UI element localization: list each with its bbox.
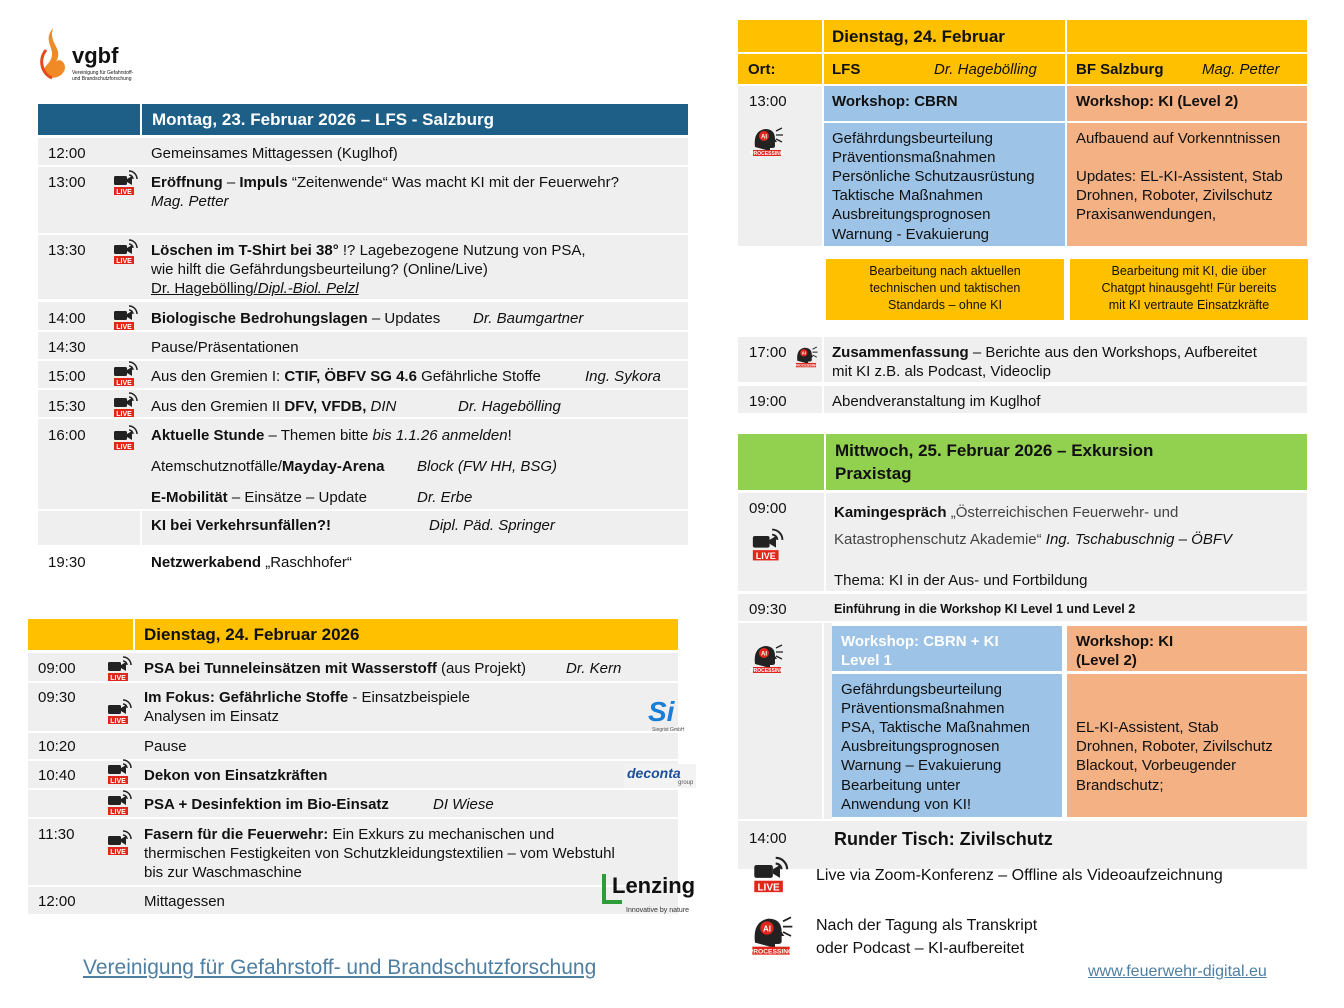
location-bf-salzburg: BF Salzburg	[1076, 61, 1164, 78]
svg-text:LIVE: LIVE	[116, 444, 132, 451]
wednesday-title: Mittwoch, 25. Februar 2026 – Exkursion	[835, 441, 1154, 460]
session-title: Pause/Präsentationen	[151, 339, 299, 356]
live-camera-icon	[111, 169, 139, 197]
ai-processing-icon	[749, 638, 785, 674]
session-title: Zusammenfassung – Berichte aus den Workshops, Aufbereitet	[832, 344, 1257, 361]
list-item: Bearbeitung unter	[841, 777, 961, 794]
workshop-cbrn-ki-title: Workshop: CBRN + KI	[841, 633, 999, 650]
live-camera-icon	[111, 238, 139, 266]
session-title: Einführung in die Workshop KI Level 1 und Level 2	[834, 602, 1136, 616]
svg-text:LIVE: LIVE	[755, 551, 776, 562]
session-desc: Katastrophenschutz Akademie“ Ing. Tschabuschnig – ÖBFV	[834, 531, 1233, 548]
list-item: Gefährdungsbeurteilung	[832, 130, 993, 147]
list-item: Updates: EL-KI-Assistent, Stab	[1076, 168, 1283, 185]
footer-url-link[interactable]: www.feuerwehr-digital.eu	[1088, 963, 1267, 980]
speaker: Dr. Kern	[566, 660, 622, 677]
time: 10:40	[38, 767, 76, 784]
session-title: Pause	[144, 738, 187, 755]
session-title: KI bei Verkehrsunfällen?!	[151, 517, 332, 534]
time: 10:20	[38, 738, 76, 755]
live-camera-icon	[105, 758, 133, 786]
footer-org-link[interactable]: Vereinigung für Gefahrstoff- und Brandschutzforschung	[83, 956, 597, 979]
speaker: Block (FW HH, BSG)	[417, 458, 558, 475]
svg-text:LIVE: LIVE	[110, 809, 126, 816]
vgbf-logo	[36, 26, 136, 86]
note-with-ki: Bearbeitung mit KI, die über Chatgpt hinausgeht! Für bereits mit KI vertraute Einsatzkräfte	[1070, 259, 1308, 320]
speaker: Ing. Sykora	[585, 368, 661, 385]
live-camera-icon	[105, 698, 133, 726]
list-item: Blackout, Vorbeugender	[1076, 757, 1237, 774]
list-item: Anwendung von KI!	[841, 796, 972, 813]
live-camera-icon	[111, 304, 139, 332]
time: 14:30	[48, 339, 86, 356]
workshop-cbrn-title: Workshop: CBRN	[832, 93, 958, 110]
svg-text:PROCESSING: PROCESSING	[748, 948, 794, 956]
svg-text:LIVE: LIVE	[116, 258, 132, 265]
speaker: Dr. Baumgartner	[473, 310, 584, 327]
svg-text:PROCESSING: PROCESSING	[750, 151, 784, 157]
speaker: Dr. Hagebölling/Dipl.-Biol. Pelzl	[151, 280, 359, 297]
legend-ai: Nach der Tagung als Transkript	[816, 917, 1038, 934]
session-desc: wie hilft die Gefährdungsbeurteilung? (Online/Live)	[151, 261, 488, 278]
svg-text:PROCESSING: PROCESSING	[750, 668, 784, 674]
tuesday-right-title: Dienstag, 24. Februar	[832, 27, 1005, 46]
session-title: Abendveranstaltung im Kuglhof	[832, 393, 1041, 410]
time: 14:00	[48, 310, 86, 327]
svg-text:LIVE: LIVE	[116, 380, 132, 387]
speaker: Dr. Hagebölling	[458, 398, 561, 415]
session-title: Eröffnung – Impuls “Zeitenwende“ Was macht KI mit der Feuerwehr?	[151, 174, 619, 191]
speaker: Dipl. Päd. Springer	[429, 517, 555, 534]
time: 09:30	[38, 689, 76, 706]
session-desc: thermischen Festigkeiten von Schutzkleidungstextilien – vom Webstuhl	[144, 845, 615, 862]
svg-text:AI: AI	[763, 924, 771, 934]
session-title: Gemeinsames Mittagessen (Kuglhof)	[151, 145, 398, 162]
session-title: PSA bei Tunneleinsätzen mit Wasserstoff (aus Projekt)	[144, 660, 527, 677]
list-item: Warnung – Evakuierung	[841, 757, 1002, 774]
flame-icon	[36, 26, 70, 82]
time: 09:30	[749, 601, 787, 618]
location-label: Ort:	[748, 61, 776, 78]
session-title: Aus den Gremien II DFV, VFDB, DIN	[151, 398, 397, 415]
session-title: Aktuelle Stunde – Themen bitte bis 1.1.26 anmelden!	[151, 427, 512, 444]
svg-text:AI: AI	[761, 651, 767, 658]
live-camera-icon	[111, 391, 139, 419]
live-camera-icon	[105, 789, 133, 817]
session-title: Runder Tisch: Zivilschutz	[834, 829, 1053, 849]
session-title: PSA + Desinfektion im Bio-Einsatz	[144, 796, 389, 813]
speaker: Mag. Petter	[1202, 61, 1280, 78]
live-camera-icon	[111, 424, 139, 452]
live-camera-icon	[749, 527, 785, 563]
svg-text:LIVE: LIVE	[116, 324, 132, 331]
svg-text:AI: AI	[801, 350, 807, 356]
ai-processing-icon	[747, 908, 795, 956]
note-without-ki: Bearbeitung nach aktuellen technischen und taktischen Standards – ohne KI	[826, 259, 1064, 320]
list-item: Drohnen, Roboter, Zivilschutz	[1076, 738, 1273, 755]
lenzing-logo: Lenzing	[612, 873, 696, 898]
wednesday-subtitle: Praxistag	[835, 464, 912, 483]
time: 12:00	[38, 893, 76, 910]
list-item: Präventionsmaßnahmen	[832, 149, 996, 166]
session-desc: mit KI z.B. als Podcast, Videoclip	[832, 363, 1051, 380]
ai-processing-icon	[749, 121, 785, 157]
time: 19:00	[749, 393, 787, 410]
live-camera-icon	[111, 360, 139, 388]
subtopic: Atemschutznotfälle/Mayday-Arena	[151, 458, 385, 475]
time: 13:00	[749, 93, 787, 110]
deconta-logo-sub: group	[678, 780, 694, 786]
time: 14:00	[749, 830, 787, 847]
legend-ai-2: oder Podcast – KI-aufbereitet	[816, 940, 1025, 957]
lenzing-logo-sub: Innovative by nature	[626, 907, 690, 914]
session-title: Kamingespräch „Österreichischen Feuerwehr- und	[834, 504, 1179, 521]
ai-processing-icon	[793, 342, 819, 368]
time: 16:00	[48, 427, 86, 444]
session-title: Löschen im T-Shirt bei 38° !? Lagebezogene Nutzung von PSA,	[151, 242, 586, 259]
live-camera-icon	[750, 855, 790, 895]
list-item: Warnung - Evakuierung	[832, 226, 990, 243]
speaker: Mag. Petter	[151, 193, 229, 210]
list-item: Praxisanwendungen,	[1076, 206, 1217, 223]
live-camera-icon	[105, 829, 133, 857]
list-item: Persönliche Schutzausrüstung	[832, 168, 1035, 185]
session-title: Fasern für die Feuerwehr: Ein Exkurs zu mechanischen und	[144, 826, 555, 843]
speaker: Dr. Hagebölling	[934, 61, 1037, 78]
logo-tagline: Vereinigung für Gefahrstoff-	[72, 70, 134, 76]
time: 09:00	[38, 660, 76, 677]
svg-text:LIVE: LIVE	[757, 882, 780, 894]
time: 11:30	[38, 826, 75, 843]
svg-text:LIVE: LIVE	[110, 675, 126, 682]
session-title: Netzwerkabend „Raschhofer“	[151, 554, 352, 571]
session-theme: Thema: KI in der Aus- und Fortbildung	[834, 572, 1088, 589]
deconta-logo: deconta	[627, 765, 681, 781]
list-item: Brandschutz;	[1076, 777, 1164, 794]
list-item: EL-KI-Assistent, Stab	[1076, 719, 1219, 736]
list-item: Taktische Maßnahmen	[832, 187, 983, 204]
session-title: Mittagessen	[144, 893, 225, 910]
tuesday-title: Dienstag, 24. Februar 2026	[144, 625, 360, 644]
session-desc: Analysen im Einsatz	[144, 708, 280, 725]
speaker: Dr. Erbe	[417, 489, 473, 506]
siegrist-logo: Si	[648, 696, 675, 727]
time: 19:30	[48, 554, 86, 571]
speaker: DI Wiese	[433, 796, 494, 813]
list-item: Drohnen, Roboter, Zivilschutz	[1076, 187, 1273, 204]
svg-text:LIVE: LIVE	[110, 718, 126, 725]
time: 12:00	[48, 145, 86, 162]
time: 15:00	[48, 368, 86, 385]
svg-text:LIVE: LIVE	[110, 778, 126, 785]
workshop-ki-title: Workshop: KI (Level 2)	[1076, 93, 1239, 110]
subtopic: E-Mobilität – Einsätze – Update	[151, 489, 367, 506]
time: 13:00	[48, 174, 86, 191]
list-item: Aufbauend auf Vorkenntnissen	[1076, 130, 1281, 147]
logo-name: vgbf	[72, 43, 119, 68]
workshop-ki-title: Workshop: KI	[1076, 633, 1174, 650]
location-lfs: LFS	[832, 61, 861, 78]
monday-title: Montag, 23. Februar 2026 – LFS - Salzburg	[152, 110, 494, 129]
time: 13:30	[48, 242, 86, 259]
time: 09:00	[749, 500, 787, 517]
time: 15:30	[48, 398, 86, 415]
list-item: Präventionsmaßnahmen	[841, 700, 1005, 717]
list-item: Ausbreitungsprognosen	[832, 206, 991, 223]
svg-text:AI: AI	[761, 134, 767, 141]
legend-live: Live via Zoom-Konferenz – Offline als Videoaufzeichnung	[816, 867, 1223, 884]
session-desc: bis zur Waschmaschine	[144, 864, 302, 881]
session-title: Aus den Gremien I: CTIF, ÖBFV SG 4.6 Gefährliche Stoffe	[151, 368, 541, 385]
time: 17:00	[749, 344, 787, 361]
svg-text:LIVE: LIVE	[116, 411, 132, 418]
svg-text:PROCESSING: PROCESSING	[793, 363, 819, 368]
svg-text:LIVE: LIVE	[116, 189, 132, 196]
session-title: Dekon von Einsatzkräften	[144, 767, 328, 784]
list-item: PSA, Taktische Maßnahmen	[841, 719, 1030, 736]
workshop-cbrn-ki-level: Level 1	[841, 652, 892, 669]
list-item: Ausbreitungsprognosen	[841, 738, 1000, 755]
workshop-ki-level: (Level 2)	[1076, 652, 1137, 669]
list-item: Gefährdungsbeurteilung	[841, 681, 1002, 698]
siegrist-logo-sub: Siegrist GmbH	[652, 727, 685, 733]
svg-text:LIVE: LIVE	[110, 849, 126, 856]
live-camera-icon	[105, 655, 133, 683]
session-title: Im Fokus: Gefährliche Stoffe - Einsatzbeispiele	[144, 689, 470, 706]
session-title: Biologische Bedrohungslagen – Updates	[151, 310, 441, 327]
logo-tagline-2: und Brandschutzforschung	[72, 76, 132, 82]
